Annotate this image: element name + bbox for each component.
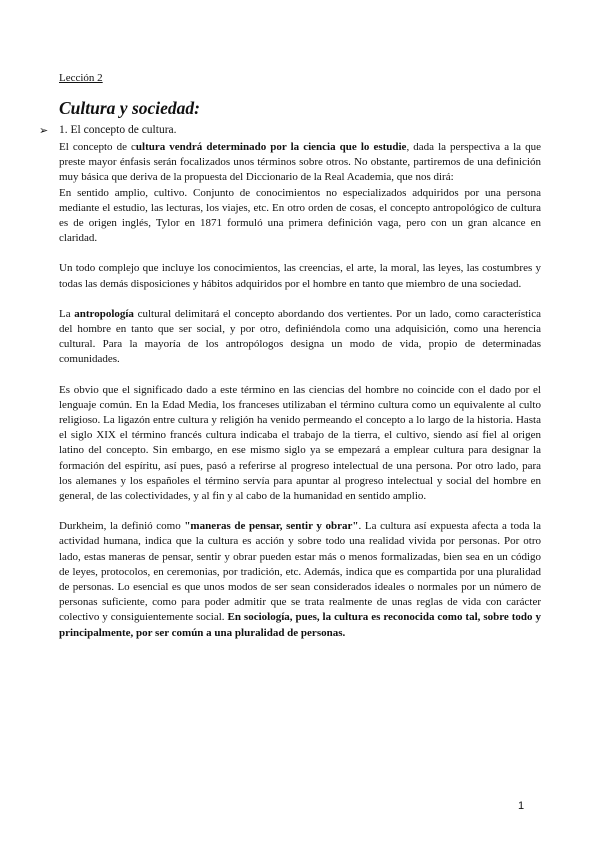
paragraph-6 xyxy=(59,519,541,641)
section-heading-text: 1. El concepto de cultura. xyxy=(59,124,177,136)
arrow-bullet-icon: ➢ xyxy=(39,125,49,137)
paragraph-1-bold: ultura vendrá determinado por la ciencia que lo estudie xyxy=(135,141,407,153)
paragraph-4 xyxy=(59,307,541,368)
paragraph-4-text-a: La xyxy=(59,307,75,320)
paragraph-6-bold-conclusion: En sociología, pues, la cultura es reconocida como tal, sobre todo y principalmente, por ser común a una pluralidad de personas. xyxy=(59,611,541,639)
paragraph-6-text-c: . La cultura así expuesta afecta a toda la actividad humana, indica que la cultura es acción y sobre todo una realidad vivida por personas. Por otro lado, estas maneras de pensar, sentir y obrar pueden estar más o menos formalizadas, bien sea en un código de leyes, protocolos, en ceremonias, por tradición, etc. Además, indica que es compartida por una pluralidad de personas. Lo esencial es que unos modos de ser sean considerados ideales o normales por un número de personas suficiente, como para poder admitir que se trata realmente de unas reglas de vida con carácter colectivo y consiguientemente social. xyxy=(59,520,541,624)
paragraph-3: Un todo complejo que incluye los conocimientos, las creencias, el arte, la moral, las leyes, las costumbres y todas las demás disposiciones y hábitos adquiridos por el hombre en tanto que miembro de una sociedad. xyxy=(59,262,541,290)
page-title: Cultura y sociedad: xyxy=(59,98,200,118)
paragraph-6-bold-quote: "maneras de pensar, sentir y obrar" xyxy=(184,520,359,533)
document-body xyxy=(59,140,541,641)
paragraph-2: En sentido amplio, cultivo. Conjunto de conocimientos no especializados adquiridos por una persona mediante el estudio, las lecturas, los viajes, etc. En otro orden de cosas, el concepto antropológico de cultura es de origen inglés, Tylor en 1871 formuló una primera definición vaga, pero con un gran alcance en claridad. xyxy=(59,186,541,245)
paragraph-6-text-a: Durkheim, la definió como xyxy=(59,520,185,533)
page-number: 1 xyxy=(518,800,525,812)
paragraph-4-bold: antropología xyxy=(74,307,134,320)
paragraph-1-text-c: , dada la perspectiva a la que preste mayor énfasis serán focalizados unos términos sobre otros. No obstante, partiremos de una definición muy básica que deriva de la propuesta del Diccionario de la Real Academia, que nos dirá: xyxy=(59,141,541,184)
lesson-label: Lección 2 xyxy=(59,72,103,84)
paragraph-5: Es obvio que el significado dado a este término en las ciencias del hombre no coincide con el dado por el lenguaje común. En la Edad Media, los franceses utilizaban el término cultura como un equivalente al culto religioso. La ligazón entre cultura y religión ha venido permeando el concepto a lo largo de la historia. Hasta el siglo XIX el término francés cultura indicaba el trabajo de la tierra, el cultivo, siendo así fiel al origen latino del concepto. Sin embargo, en ese mismo siglo ya se empezará a emplear cultura para designar la formación del espíritu, así pues, pasó a referirse al progreso intelectual de una persona. Por otro lado, para los alemanes y los españoles el término servía para apuntar al progreso intelectual y social del hombre en general, de las colectividades, y al fin y al cabo de la humanidad en sentido amplio. xyxy=(59,383,541,503)
paragraph-4-text-c: cultural delimitará el concepto abordando dos vertientes. Por un lado, como característica del hombre en tanto que ser social, y por otro, definiéndola como una adquisición, como una herencia cultural. Para la mayoría de los antropólogos designa un modo de vida, propio de determinadas comunidades. xyxy=(59,307,541,366)
paragraph-1 xyxy=(59,140,541,186)
paragraph-1-text-a: El concepto de c xyxy=(59,141,136,153)
